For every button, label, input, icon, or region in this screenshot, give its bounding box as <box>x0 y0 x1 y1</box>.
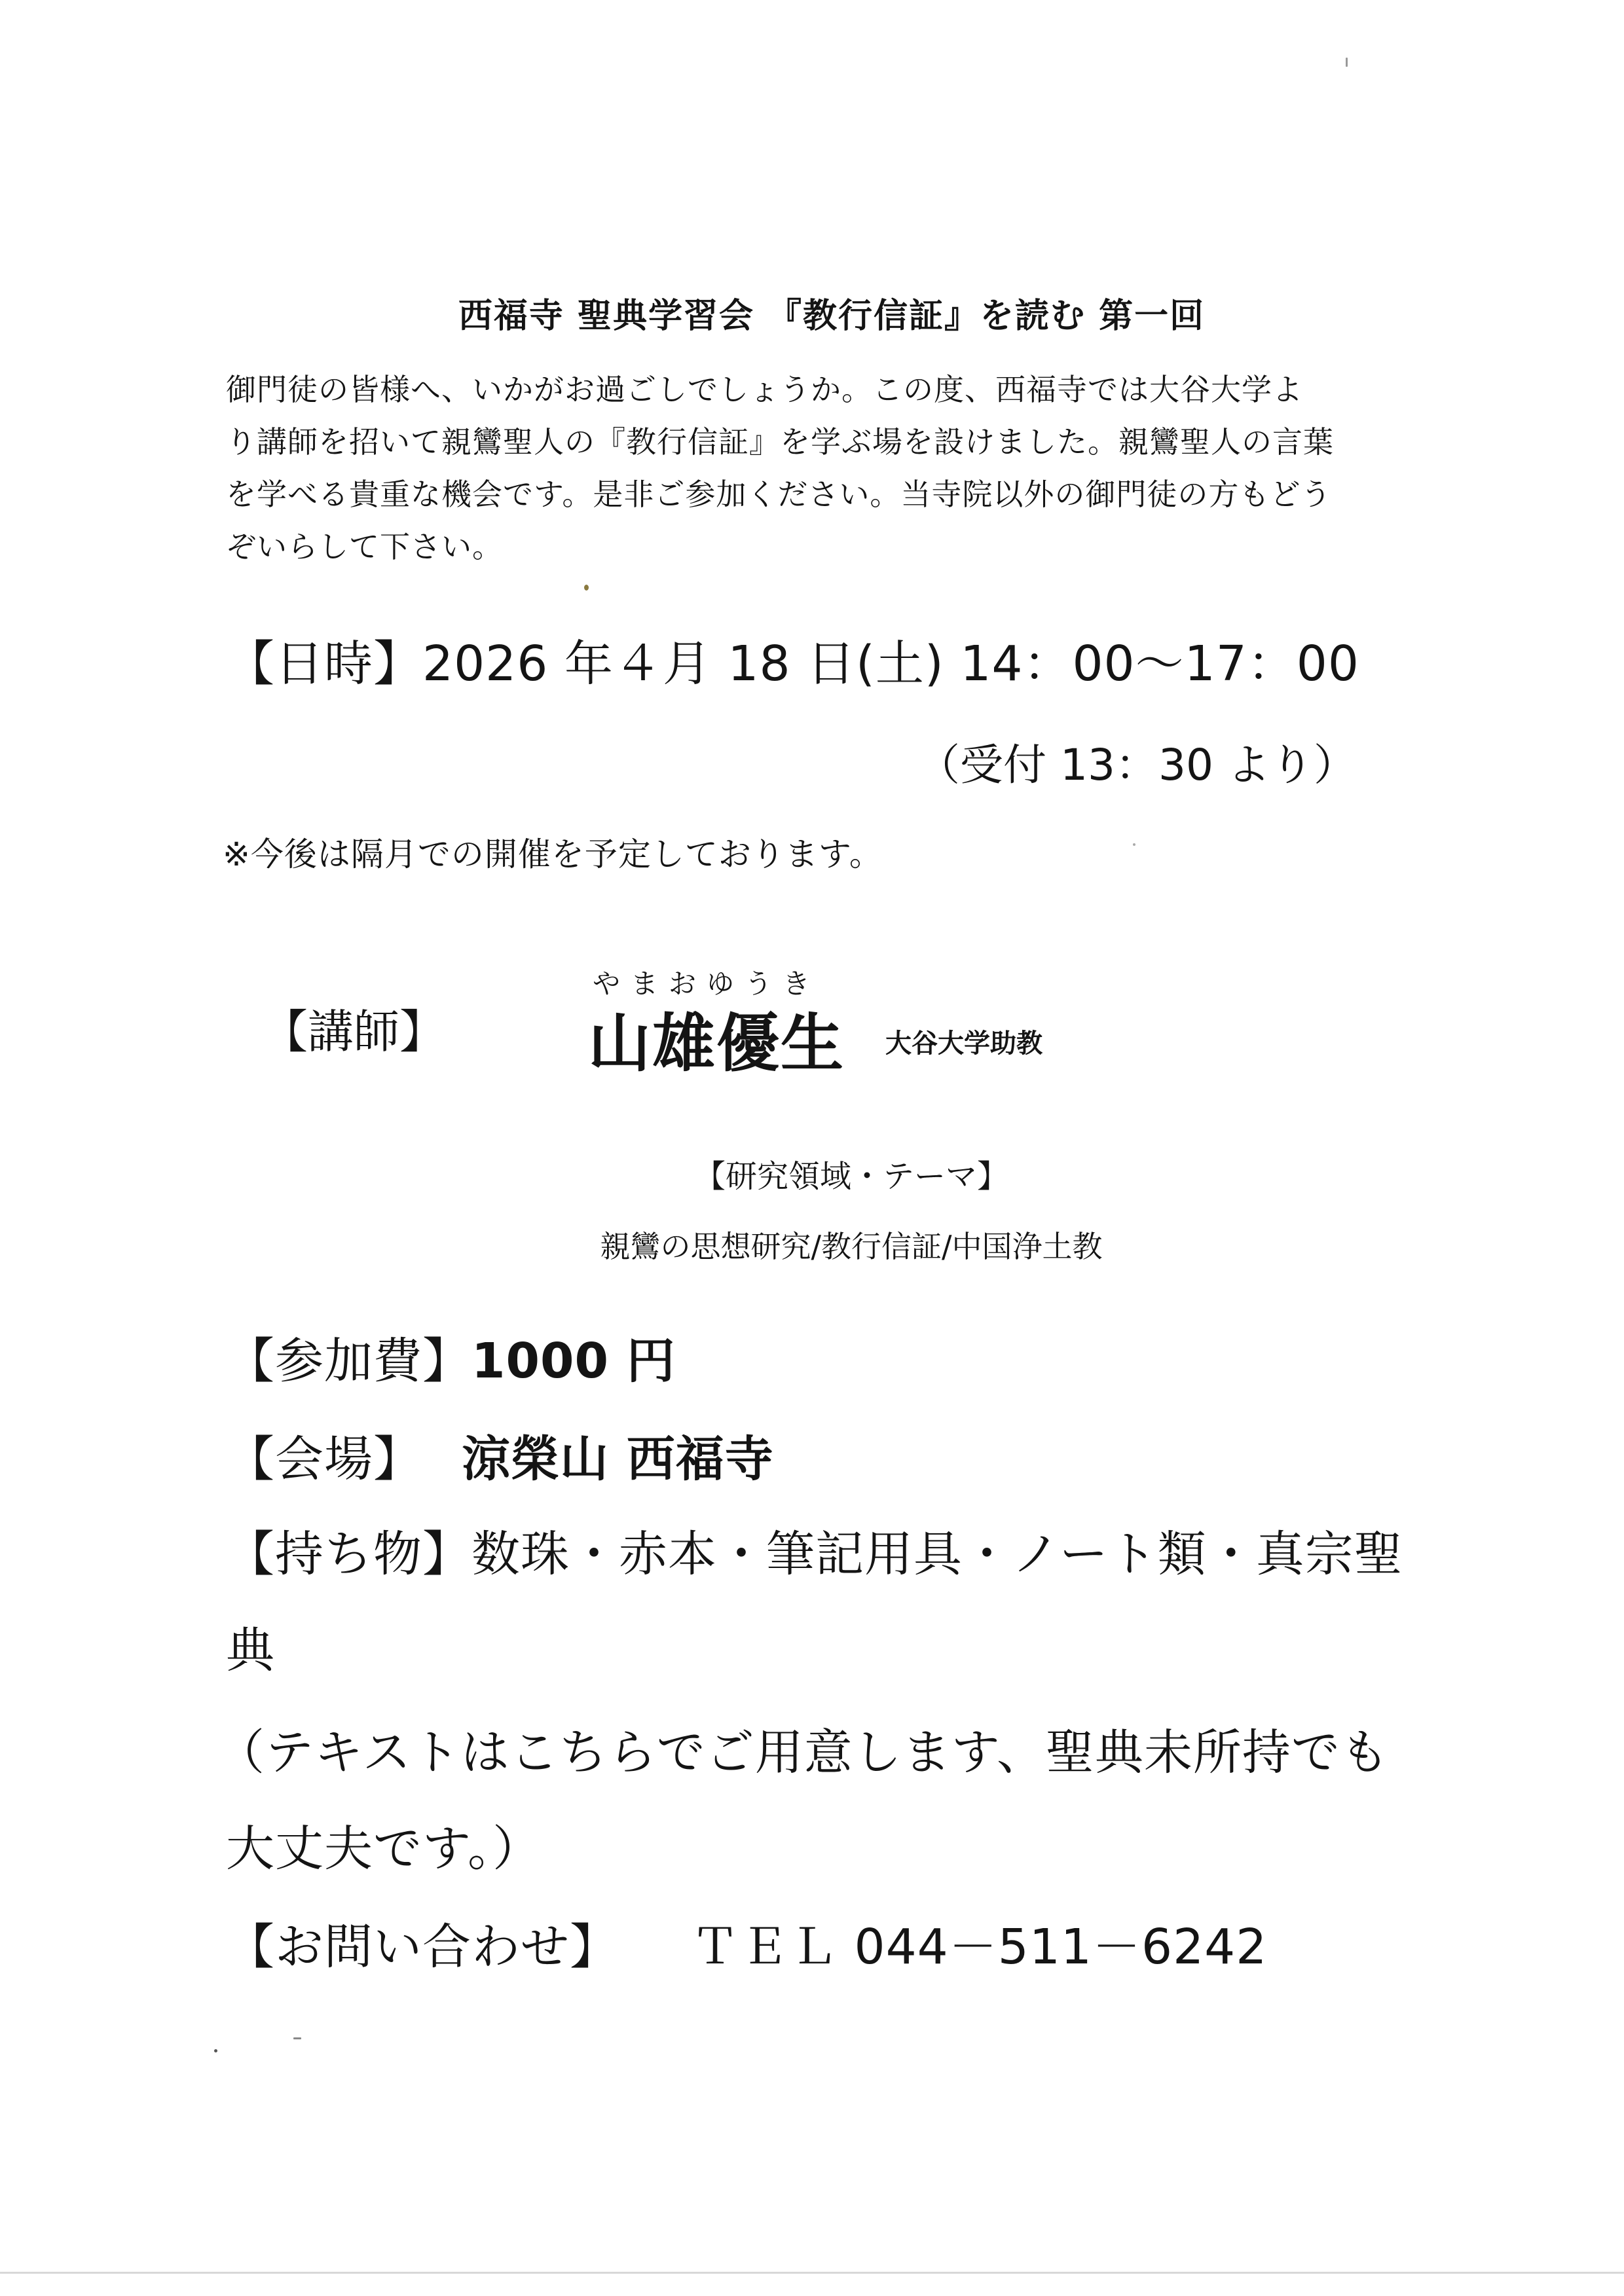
research-themes: 親鸞の思想研究/教行信証/中国浄土教 <box>600 1229 1103 1264</box>
scan-edge <box>0 2272 1624 2274</box>
text-note-line: （テキストはこちらでご用意します、聖典未所持でも <box>216 1724 1390 1781</box>
datetime-label: 【日時】 <box>226 636 422 692</box>
venue-label: 【会場】 <box>226 1431 422 1487</box>
lecturer-name: 山雄優生 <box>588 1007 845 1080</box>
intro-line: り講師を招いて親鸞聖人の『教行信証』を学ぶ場を設けました。親鸞聖人の言葉 <box>226 424 1334 460</box>
reception-time: （受付 13：30 より） <box>917 740 1357 790</box>
text-note-line: 大丈夫です。） <box>226 1821 542 1877</box>
fee-value: 1000 円 <box>471 1333 676 1389</box>
schedule-note: ※今後は隔月での開催を予定しております。 <box>223 835 883 873</box>
venue-row <box>226 1421 774 1490</box>
scan-speck <box>584 585 589 591</box>
datetime-value: 2026 年４月 18 日(土) 14：00～17：00 <box>422 636 1359 692</box>
lecturer-title: 大谷大学助教 <box>885 1029 1043 1059</box>
fee-label: 【参加費】 <box>226 1333 471 1389</box>
page-title: 西福寺 聖典学習会 『教行信証』を読む 第一回 <box>458 297 1206 336</box>
intro-line: ぞいらして下さい。 <box>226 529 503 564</box>
intro-line: を学べる貴重な機会です。是非ご参加ください。当寺院以外の御門徒の方もどう <box>226 477 1332 512</box>
scan-speck <box>214 2049 217 2052</box>
belongings-value: 数珠・赤本・筆記用具・ノート類・真宗聖 <box>471 1526 1403 1582</box>
intro-paragraph <box>226 363 1405 573</box>
belongings-label: 【持ち物】 <box>226 1526 471 1582</box>
scan-speck <box>1133 843 1135 846</box>
research-label: 【研究領域・テーマ】 <box>693 1158 1008 1195</box>
scan-speck <box>1346 58 1348 67</box>
venue-value: 涼榮山 西福寺 <box>462 1431 774 1487</box>
lecturer-name-reading: やまおゆうき <box>593 968 821 1000</box>
contact-label: 【お問い合わせ】 <box>226 1919 619 1975</box>
contact-row <box>226 1908 1267 1978</box>
belongings-continued: 典 <box>226 1622 275 1679</box>
datetime-row <box>226 625 1359 695</box>
scan-speck <box>293 2037 301 2039</box>
contact-phone: ＴＥＬ 044－511－6242 <box>691 1919 1268 1975</box>
lecturer-label: 【講師】 <box>262 1005 445 1059</box>
intro-line: 御門徒の皆様へ、いかがお過ごしでしょうか。この度、西福寺では大谷大学よ <box>226 372 1303 407</box>
belongings-row <box>226 1516 1403 1585</box>
fee-row <box>226 1322 676 1392</box>
